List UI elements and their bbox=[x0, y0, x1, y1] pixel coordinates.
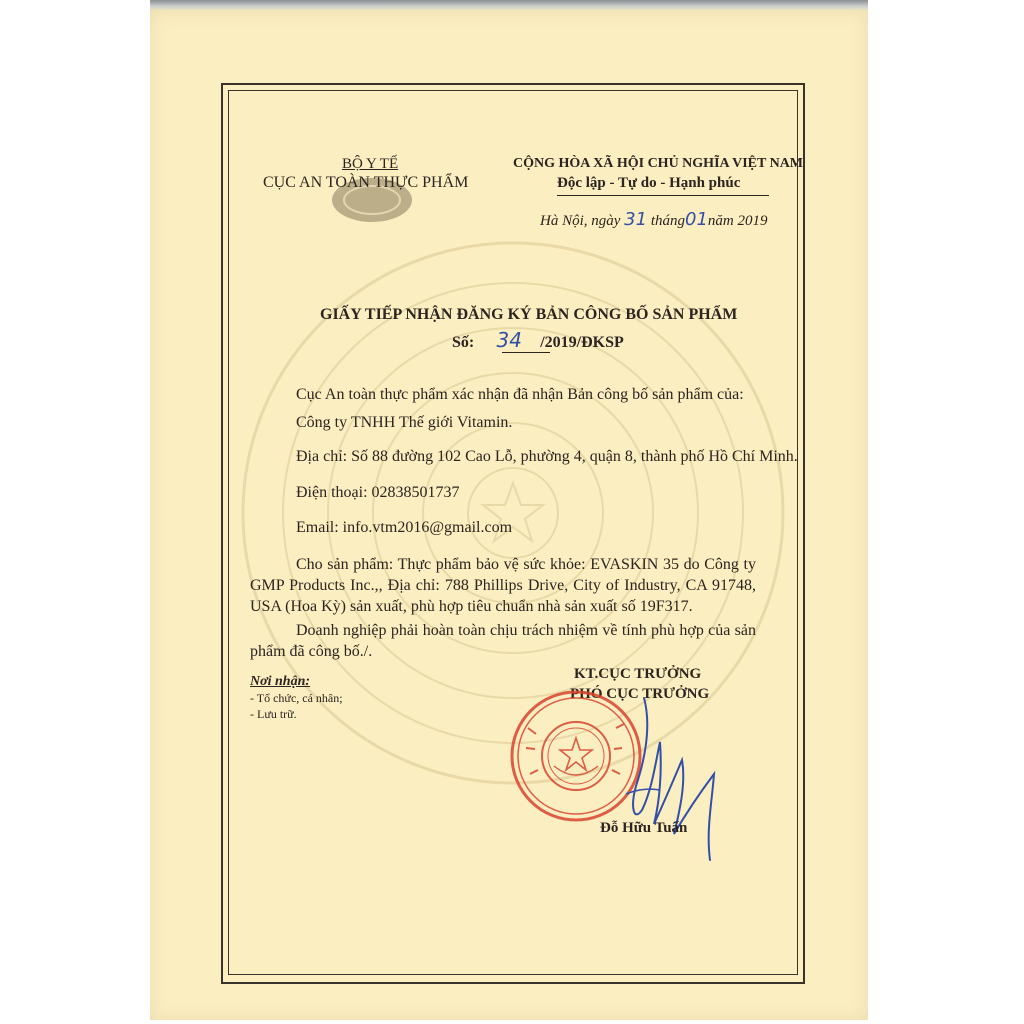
signature-title: KT.CỤC TRƯỞNG bbox=[574, 666, 702, 682]
national-motto: Độc lập - Tự do - Hạnh phúc bbox=[557, 175, 741, 191]
product-paragraph bbox=[250, 554, 756, 617]
date-day: 31 bbox=[624, 209, 648, 230]
company-phone: Điện thoại: 02838501737 bbox=[296, 484, 460, 501]
recipient-item: - Lưu trữ. bbox=[250, 707, 297, 721]
company-address: Địa chỉ: Số 88 đường 102 Cao Lỗ, phường 4, quận 8, thành phố Hồ Chí Minh. bbox=[296, 448, 798, 465]
recipients-title: Nơi nhận: bbox=[250, 674, 311, 689]
document-number bbox=[452, 328, 624, 352]
intro-text: Cục An toàn thực phẩm xác nhận đã nhận Bản công bố sản phẩm của: bbox=[296, 386, 744, 403]
handwritten-signature bbox=[590, 690, 730, 866]
company-name: Công ty TNHH Thế giới Vitamin. bbox=[296, 414, 513, 431]
republic-title: CỘNG HÒA XÃ HỘI CHỦ NGHĨA VIỆT NAM bbox=[513, 156, 804, 171]
date-month-label: tháng bbox=[650, 213, 685, 229]
agency-name: CỤC AN TOÀN THỰC PHẨM bbox=[263, 174, 469, 191]
document-title: GIẤY TIẾP NHẬN ĐĂNG KÝ BẢN CÔNG BỐ SẢN PHẨM bbox=[320, 306, 738, 323]
title-underline bbox=[502, 352, 550, 353]
ministry-name: BỘ Y TẾ bbox=[342, 156, 399, 172]
company-email: Email: info.vtm2016@gmail.com bbox=[296, 519, 513, 536]
motto-underline bbox=[557, 195, 769, 196]
scan-top-edge bbox=[150, 0, 868, 10]
date-year: năm 2019 bbox=[707, 213, 768, 229]
number-label: Số: bbox=[452, 334, 475, 351]
number-suffix: /2019/ĐKSP bbox=[540, 334, 624, 351]
responsibility-text: Doanh nghiệp phải hoàn toàn chịu trách nhiệm về tính phù hợp của sản phẩm đã công bố./. bbox=[250, 622, 756, 660]
date-prefix: Hà Nội, ngày bbox=[540, 213, 621, 229]
product-text: Cho sản phẩm: Thực phẩm bảo vệ sức khỏe: EVASKIN 35 do Công ty GMP Products Inc.,, Địa chỉ: 788 Phillips Drive, City of Industry, CA 91748, USA (Hoa Kỳ) sản xuất, phù hợp tiêu chuẩn nhà sản xuất số 19F317. bbox=[250, 556, 756, 615]
signature-subtitle: PHÓ CỤC TRƯỞNG bbox=[570, 686, 710, 702]
recipient-item: - Tổ chức, cá nhân; bbox=[250, 691, 343, 705]
date-line bbox=[540, 209, 768, 230]
signer-name: Đỗ Hữu Tuấn bbox=[600, 820, 688, 836]
responsibility-paragraph bbox=[250, 620, 756, 662]
number-value: 34 bbox=[496, 328, 522, 352]
date-month: 01 bbox=[685, 209, 708, 230]
